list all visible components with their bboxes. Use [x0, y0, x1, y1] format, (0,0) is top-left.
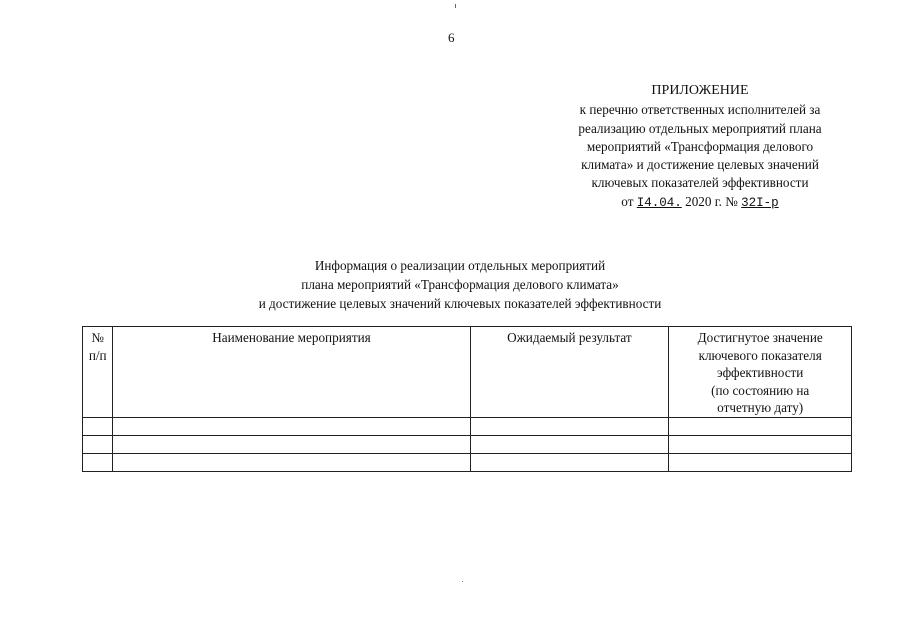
table-cell: [83, 453, 113, 471]
report-table: [82, 326, 852, 472]
table-cell: [113, 453, 470, 471]
header-line: Ожидаемый результат: [507, 330, 632, 345]
header-line: Наименование мероприятия: [212, 330, 371, 345]
table-cell: [669, 435, 852, 453]
header-line: ключевого показателя: [698, 347, 822, 363]
appendix-line: ключевых показателей эффективности: [591, 175, 809, 191]
header-line: №: [91, 330, 104, 345]
table-cell: [83, 417, 113, 435]
title-line: плана мероприятий «Трансформация делового климата»: [301, 277, 619, 292]
header-line: Достигнутое значение: [697, 330, 823, 345]
table-cell: [470, 435, 669, 453]
scan-speck: [462, 581, 463, 582]
appendix-date-line: [540, 193, 860, 212]
table-cell: [669, 453, 852, 471]
title-line: и достижение целевых значений ключевых показателей эффективности: [258, 296, 662, 311]
header-line: (по состоянию на: [711, 382, 810, 398]
table-cell: [83, 435, 113, 453]
date-prefix: от: [621, 193, 637, 209]
table-header-row: [83, 327, 852, 418]
header-activity-name: [113, 327, 470, 418]
appendix-line: реализацию отдельных мероприятий плана: [578, 120, 822, 136]
title-line: Информация о реализации отдельных мероприятий: [314, 258, 606, 273]
table-row: [83, 453, 852, 471]
scan-mark: [455, 4, 456, 8]
appendix-block: [540, 82, 860, 212]
table-cell: [669, 417, 852, 435]
appendix-line: климата» и достижение целевых значений: [581, 157, 819, 173]
header-expected-result: [470, 327, 669, 418]
header-number: [83, 327, 113, 418]
header-achieved-value: [669, 327, 852, 418]
appendix-heading: ПРИЛОЖЕНИЕ: [651, 83, 749, 98]
header-line: эффективности: [716, 365, 804, 380]
order-number: 32I-р: [741, 195, 779, 210]
table-cell: [113, 435, 470, 453]
document-title: [180, 256, 740, 313]
table-row: [83, 435, 852, 453]
appendix-line: мероприятий «Трансформация делового: [586, 138, 814, 154]
page-number: 6: [448, 30, 455, 45]
header-line: п/п: [88, 347, 107, 363]
header-line: отчетную дату): [717, 400, 804, 415]
year-text: 2020 г. №: [681, 193, 742, 209]
appendix-line: к перечню ответственных исполнителей за: [579, 102, 821, 118]
table-cell: [470, 417, 669, 435]
table-cell: [470, 453, 669, 471]
table-row: [83, 417, 852, 435]
date-value: I4.04.: [636, 195, 682, 210]
table-cell: [113, 417, 470, 435]
